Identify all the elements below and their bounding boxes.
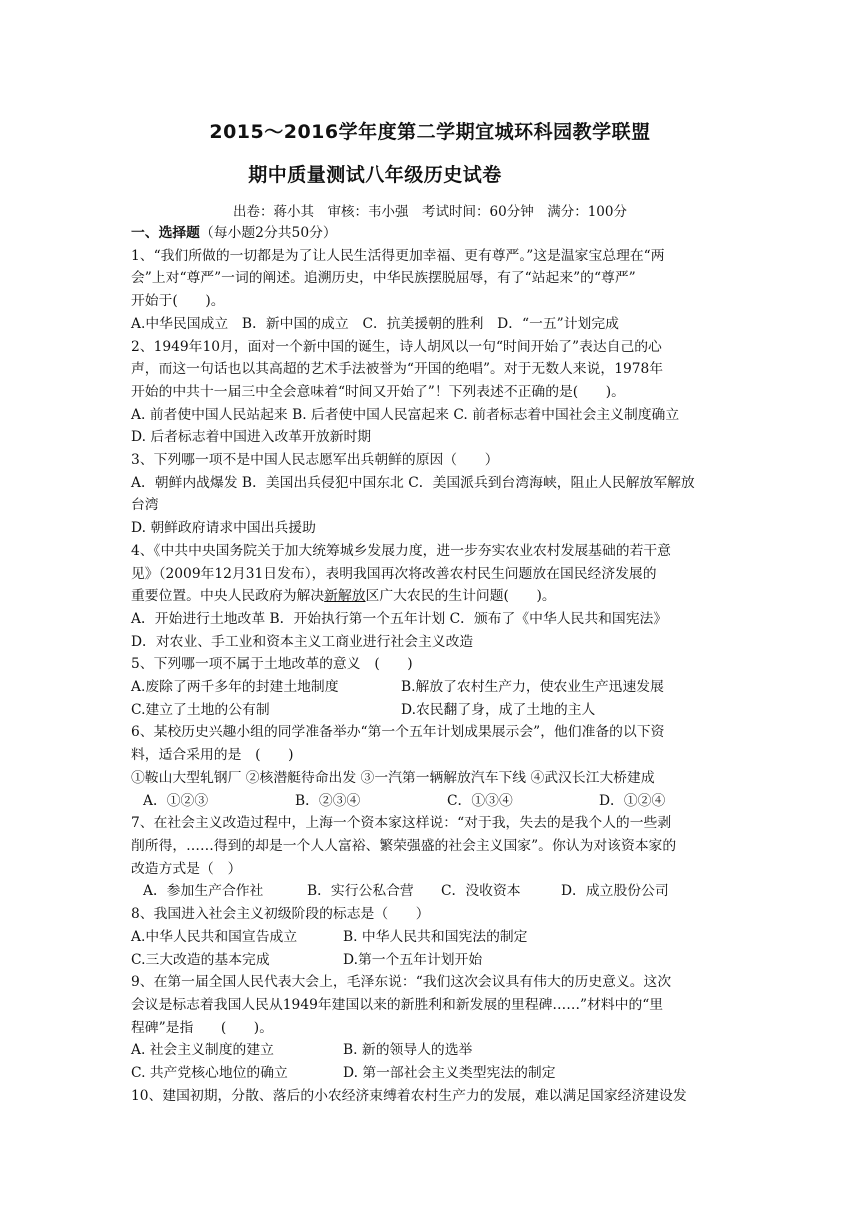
q8-line1: 8、我国进入社会主义初级阶段的标志是（ ）: [131, 906, 430, 923]
q4-line3-a: 重要位置。中央人民政府为解决: [131, 588, 325, 605]
q3-options-2: D. 朝鲜政府请求中国出兵援助: [131, 520, 316, 537]
q4-line1: 4、《中共中央国务院关于加大统筹城乡发展力度，进一步夯实农业农村发展基础的若干意: [131, 542, 671, 559]
q2-line2: 声，而这一句话也以其高超的艺术手法被誉为“开国的绝唱”。对于无数人来说，1978年: [131, 361, 664, 378]
q6-line1: 6、某校历史兴趣小组的同学准备举办“第一个五年计划成果展示会”，他们准备的以下资: [131, 724, 665, 741]
q2-options-1: A. 前者使中国人民站起来 B. 后者使中国人民富起来 C. 前者标志着中国社会主义制度确立: [131, 406, 680, 423]
q4-options-2: D．对农业、手工业和资本主义工商业进行社会主义改造: [131, 633, 474, 650]
q9-options-cd: [131, 1062, 741, 1085]
section-note: （每小题2分共50分）: [199, 225, 337, 241]
q5-option-c: C.建立了土地的公有制: [131, 701, 270, 718]
q1-line1: 1、“我们所做的一切都是为了让人民生活得更加幸福、更有尊严。”这是温家宝总理在“两: [131, 247, 665, 264]
q7-options: [131, 880, 741, 903]
section-label: 一、选择题: [131, 225, 200, 241]
q8-option-c: C.三大改造的基本完成: [131, 951, 270, 968]
q5-line1: 5、下列哪一项不属于土地改革的意义 ( ): [131, 656, 413, 673]
q6-line3: ①鞍山大型轧钢厂 ②核潜艇待命出发 ③一汽第一辆解放汽车下线 ④武汉长江大桥建成: [131, 769, 655, 786]
q7-line3: 改造方式是（ ）: [131, 860, 242, 877]
q9-option-c: C. 共产党核心地位的确立: [131, 1065, 288, 1082]
q9-line2: 会议是标志着我国人民从1949年建国以来的新胜利和新发展的里程碑……”材料中的“里: [131, 996, 664, 1013]
q1-options: A.中华民国成立 B．新中国的成立 C．抗美援朝的胜利 D．“一五”计划完成: [131, 315, 619, 332]
q6-line2: 料，适合采用的是 ( ): [131, 747, 294, 764]
q6-option-c: C．①③④: [447, 792, 513, 809]
q8-option-b: B. 中华人民共和国宪法的制定: [343, 928, 528, 945]
q2-options-2: D. 后者标志着中国进入改革开放新时期: [131, 429, 372, 446]
q4-line3-underlined: 新解放: [324, 588, 366, 605]
exam-title-line1: 2015～2016学年度第二学期宜城环科园教学联盟: [209, 121, 651, 143]
q4-line2: 见》（2009年12月31日发布），表明我国再次将改善农村民生问题放在国民经济发展的: [131, 565, 657, 582]
exam-meta: 出卷：蒋小其 审核：韦小强 考试时间：60分钟 满分：100分: [233, 204, 627, 220]
q3-line1: 3、下列哪一项不是中国人民志愿军出兵朝鲜的原因（ ）: [131, 452, 499, 469]
q8-options-ab: [131, 926, 741, 949]
q7-line2: 削所得，……得到的却是一个人人富裕、繁荣强盛的社会主义国家”。你认为对该资本家的: [131, 837, 677, 854]
q3-options-1: A．朝鲜内战爆发 B．美国出兵侵犯中国东北 C．美国派兵到台湾海峡，阻止人民解放军解放: [131, 474, 695, 491]
q8-options-cd: [131, 949, 741, 972]
q7-option-d: D．成立股份公司: [561, 883, 669, 900]
q8-option-a: A.中华人民共和国宣告成立: [131, 928, 298, 945]
q6-option-d: D．①②④: [599, 792, 666, 809]
q9-line1: 9、在第一届全国人民代表大会上，毛泽东说：“我们这次会议具有伟大的历史意义。这次: [131, 974, 672, 991]
q9-option-b: B. 新的领导人的选举: [343, 1042, 473, 1059]
q6-option-b: B．②③④: [295, 792, 361, 809]
q9-option-a: A. 社会主义制度的建立: [131, 1042, 274, 1059]
q7-line1: 7、在社会主义改造过程中，上海一个资本家这样说：“对于我，失去的是我个人的一些剥: [131, 815, 672, 832]
q9-line3: 程碑”是指 ( )。: [131, 1019, 273, 1036]
q10-line1: 10、建国初期，分散、落后的小农经济束缚着农村生产力的发展，难以满足国家经济建设发: [131, 1087, 687, 1104]
q9-options-ab: [131, 1039, 741, 1062]
q5-option-b: B.解放了农村生产力，使农业生产迅速发展: [401, 679, 664, 696]
q7-option-a: A．参加生产合作社: [143, 883, 264, 900]
q5-options-cd: [131, 699, 741, 722]
q6-option-a: A．①②③: [143, 792, 209, 809]
q2-line1: 2、1949年10月，面对一个新中国的诞生，诗人胡风以一句“时间开始了”表达自己的心: [131, 338, 662, 355]
exam-body: [131, 222, 741, 1107]
q9-option-d: D. 第一部社会主义类型宪法的制定: [343, 1065, 556, 1082]
q4-options-1: A．开始进行土地改革 B．开始执行第一个五年计划 C．颁布了《中华人民共和国宪法》: [131, 610, 668, 627]
q7-option-b: B．实行公私合营: [307, 883, 414, 900]
q1-line3: 开始于( )。: [131, 293, 225, 310]
q5-option-a: A.废除了两千多年的封建土地制度: [131, 679, 339, 696]
q4-line3-b: 区广大农民的生计问题( )。: [365, 588, 556, 605]
exam-title-line2: 期中质量测试八年级历史试卷: [248, 164, 502, 186]
q6-options: [131, 790, 741, 813]
q8-option-d: D.第一个五年计划开始: [343, 951, 483, 968]
section-heading: [131, 222, 741, 245]
q7-option-c: C．没收资本: [441, 883, 521, 900]
q5-option-d: D.农民翻了身，成了土地的主人: [401, 701, 596, 718]
q3-options-1b: 台湾: [131, 497, 159, 514]
q4-line3: [131, 585, 741, 608]
q1-line2: 会”上对“尊严”一词的阐述。追溯历史，中华民族摆脱屈辱，有了“站起来”的“尊严”: [131, 270, 636, 287]
q2-line3: 开始的中共十一届三中全会意味着“时间又开始了”！下列表述不正确的是( )。: [131, 383, 625, 400]
q5-options-ab: [131, 676, 741, 699]
